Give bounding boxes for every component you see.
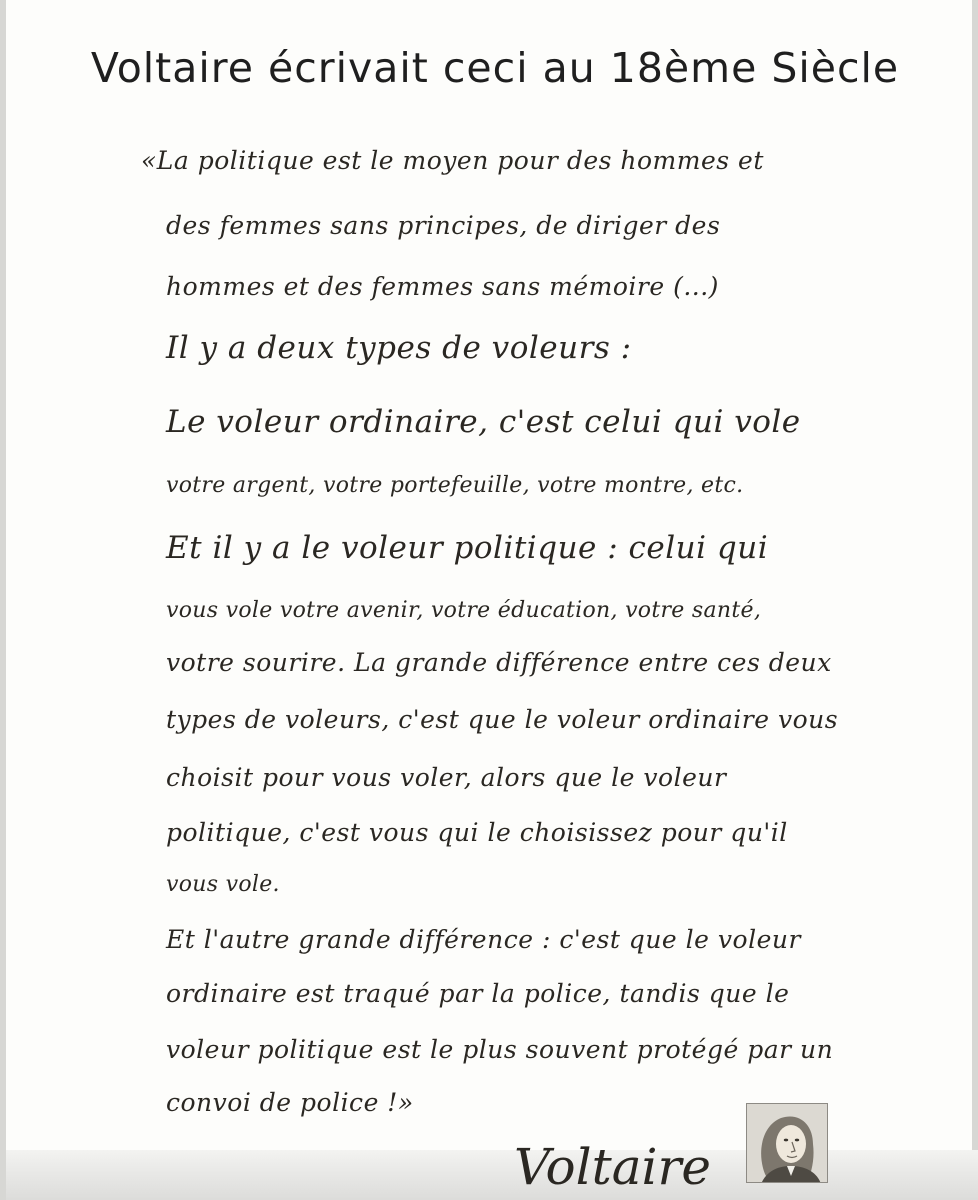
quote-line: Il y a deux types de voleurs :	[166, 330, 632, 366]
quote-block	[6, 0, 978, 1150]
quote-line: choisit pour vous voler, alors que le voleur	[166, 763, 727, 792]
quote-line: Et il y a le voleur politique : celui qui	[166, 530, 769, 566]
page-title: Voltaire écrivait ceci au 18ème Siècle	[90, 44, 900, 92]
quote-line: voleur politique est le plus souvent protégé par un	[166, 1035, 834, 1064]
quote-line: hommes et des femmes sans mémoire (...)	[166, 272, 719, 301]
signature: Voltaire	[514, 1138, 711, 1196]
quote-line: Et l'autre grande différence : c'est que le voleur	[166, 925, 801, 954]
bottom-shadow-band	[6, 1150, 978, 1200]
quote-line: votre argent, votre portefeuille, votre montre, etc.	[166, 473, 744, 498]
quote-line: ordinaire est traqué par la police, tandis que le	[166, 979, 790, 1008]
voltaire-portrait-icon	[746, 1103, 828, 1183]
quote-line: «La politique est le moyen pour des hommes et	[141, 146, 764, 175]
quote-line: Le voleur ordinaire, c'est celui qui vole	[166, 404, 801, 440]
quote-line: politique, c'est vous qui le choisissez pour qu'il	[166, 818, 788, 847]
quote-line: votre sourire. La grande différence entre ces deux	[166, 648, 832, 677]
quote-line: types de voleurs, c'est que le voleur ordinaire vous	[166, 705, 839, 734]
quote-line: vous vole votre avenir, votre éducation, votre santé,	[166, 598, 762, 623]
quote-line: convoi de police !»	[166, 1088, 414, 1117]
quote-line: vous vole.	[166, 872, 280, 897]
quote-line: des femmes sans principes, de diriger des	[166, 211, 721, 240]
